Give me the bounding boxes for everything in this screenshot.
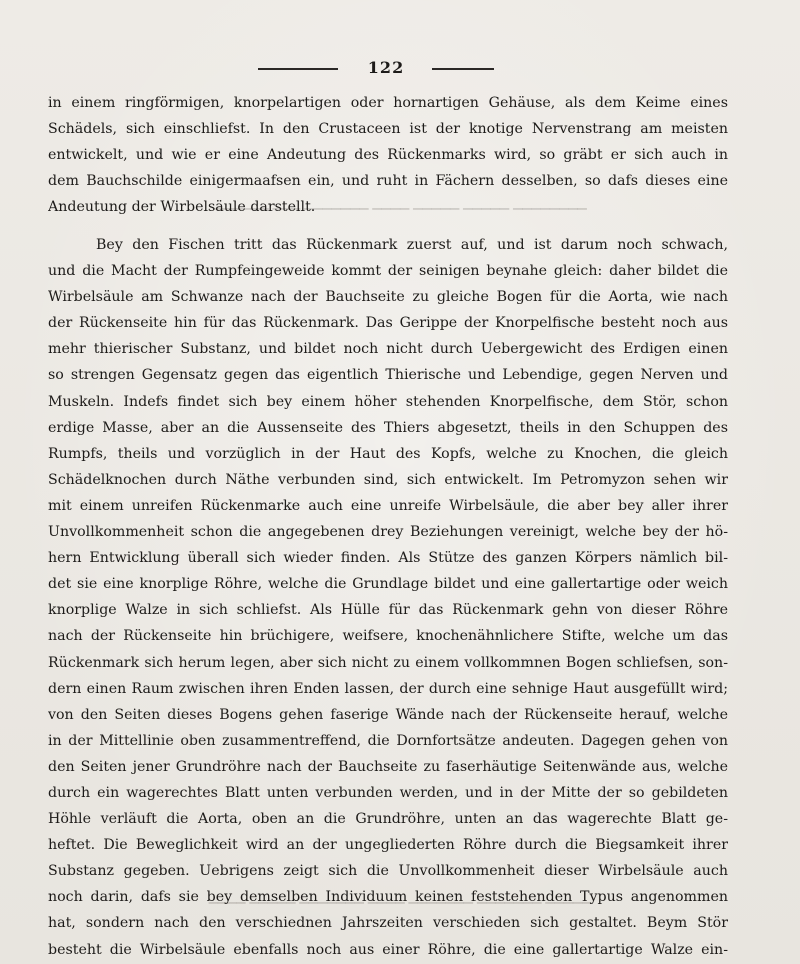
paragraph-2 <box>48 232 728 963</box>
text-line: heftet. Die Beweglichkeit wird an der ungegliederten Röhre durch die Biegsamkeit ihrer <box>48 837 728 854</box>
text-line: Andeutung der Wirbelsäule darstellt. <box>48 199 316 216</box>
text-line: Rumpfs, theils und vorzüglich in der Haut des Kopfs, welche zu Knochen, die gleich <box>48 445 728 462</box>
text-line: Bey den Fischen tritt das Rückenmark zuerst auf, und ist darum noch schwach, <box>96 237 728 253</box>
text-line: mit einem unreifen Rückenmarke auch eine unreife Wirbelsäule, die aber bey aller ihrer <box>48 497 728 514</box>
text-line: Unvollkommenheit schon die angegebenen drey Beziehungen vereinigt, welche bey der hö- <box>48 524 728 541</box>
text-line: dem Bauchschilde einigermaafsen ein, und ruht in Fächern desselben, so dafs dieses eine <box>48 173 728 190</box>
text-line: Wirbelsäule am Schwanze nach der Bauchseite zu gleiche Bogen für die Aorta, wie nach <box>48 289 728 306</box>
bleed-through-text: ▁▁▁▁ ▁▁▁▁▁ ▁▁▁▁▁▁▁ ▁▁▁▁ ▁▁▁▁▁▁▁ ▁▁▁▁▁▁▁ ▁▁▁▁▁ <box>208 902 592 916</box>
text-line: Rückenmark sich herum legen, aber sich nicht zu einem vollkommnen Bogen schliefsen, son- <box>48 654 728 671</box>
paragraph-1 <box>48 90 728 220</box>
text-line: den Seiten jener Grundröhre nach der Bauchseite zu faserhäutige Seitenwände aus, welche <box>48 758 728 775</box>
text-line: so strengen Gegensatz gegen das eigentlich Thierische und Lebendige, gegen Nerven und <box>48 367 728 384</box>
text-line: von den Seiten dieses Bogens gehen faserige Wände nach der Rückenseite herauf, welche <box>48 706 728 723</box>
text-line: det sie eine knorplige Röhre, welche die Grundlage bildet und eine gallertartige oder weich <box>48 576 728 593</box>
text-line: Substanz gegeben. Uebrigens zeigt sich die Unvollkommenheit dieser Wirbelsäule auch <box>48 863 728 880</box>
text-line: hern Entwicklung überall sich wieder finden. Als Stütze des ganzen Körpers nämlich bil- <box>48 550 728 567</box>
page-header <box>0 58 800 78</box>
header-rule-right <box>432 68 494 70</box>
header-rule-left <box>258 68 338 70</box>
text-line: entwickelt, und wie er eine Andeutung des Rückenmarks wird, so gräbt er sich auch in <box>48 147 728 164</box>
text-line: der Rückenseite hin für das Rückenmark. Das Gerippe der Knorpelfische besteht noch aus <box>48 315 728 332</box>
text-line: mehr thierischer Substanz, und bildet noch nicht durch Uebergewicht des Erdigen einen <box>48 341 728 358</box>
text-line: Muskeln. Indefs findet sich bey einem höher stehenden Knorpelfische, dem Stör, schon <box>48 393 728 410</box>
text-line: dern einen Raum zwischen ihren Enden lassen, der durch eine sehnige Haut ausgefüllt wird; <box>48 680 728 697</box>
text-line: Schädels, sich einschliefst. In den Crustaceen ist der knotige Nervenstrang am meisten <box>48 121 728 138</box>
text-line: besteht die Wirbelsäule ebenfalls noch aus einer Röhre, die eine gallertartige Walze ein- <box>48 941 728 958</box>
text-line: noch darin, dafs sie bey demselben Individuum keinen feststehenden Typus angenommen <box>48 889 728 906</box>
bleed-through-text: ▁▁▁▁▁▁ ▁▁▁ ▁▁▁▁▁▁▁ ▁▁▁▁ ▁▁▁▁▁ ▁▁▁▁▁ ▁▁▁▁▁▁▁▁ <box>213 208 587 222</box>
text-line: durch ein wagerechtes Blatt unten verbunden werden, und in der Mitte der so gebildeten <box>48 784 728 801</box>
text-line: hat, sondern nach den verschiednen Jahrszeiten verschieden sich gestaltet. Beym Stör <box>48 915 728 932</box>
text-line: knorplige Walze in sich schliefst. Als Hülle für das Rückenmark gehn von dieser Röhre <box>48 602 728 619</box>
text-line: Höhle verläuft die Aorta, oben an die Grundröhre, unten an das wagerechte Blatt ge- <box>48 811 728 828</box>
page-number: 122 <box>367 58 405 77</box>
text-line: erdige Masse, aber an die Aussenseite des Thiers abgesetzt, theils in den Schuppen des <box>48 419 728 436</box>
text-line: Schädelknochen durch Näthe verbunden sind, sich entwickelt. Im Petromyzon sehen wir <box>48 471 728 488</box>
text-line: in der Mittellinie oben zusammentreffend, die Dornfortsätze andeuten. Dagegen gehen von <box>48 732 728 749</box>
text-line: in einem ringförmigen, knorpelartigen oder hornartigen Gehäuse, als dem Keime eines <box>48 95 728 111</box>
text-line: nach der Rückenseite hin brüchigere, weifsere, knochenähnlichere Stifte, welche um das <box>48 628 728 645</box>
text-line: und die Macht der Rumpfeingeweide kommt der seinigen beynahe gleich: daher bildet die <box>48 263 728 280</box>
